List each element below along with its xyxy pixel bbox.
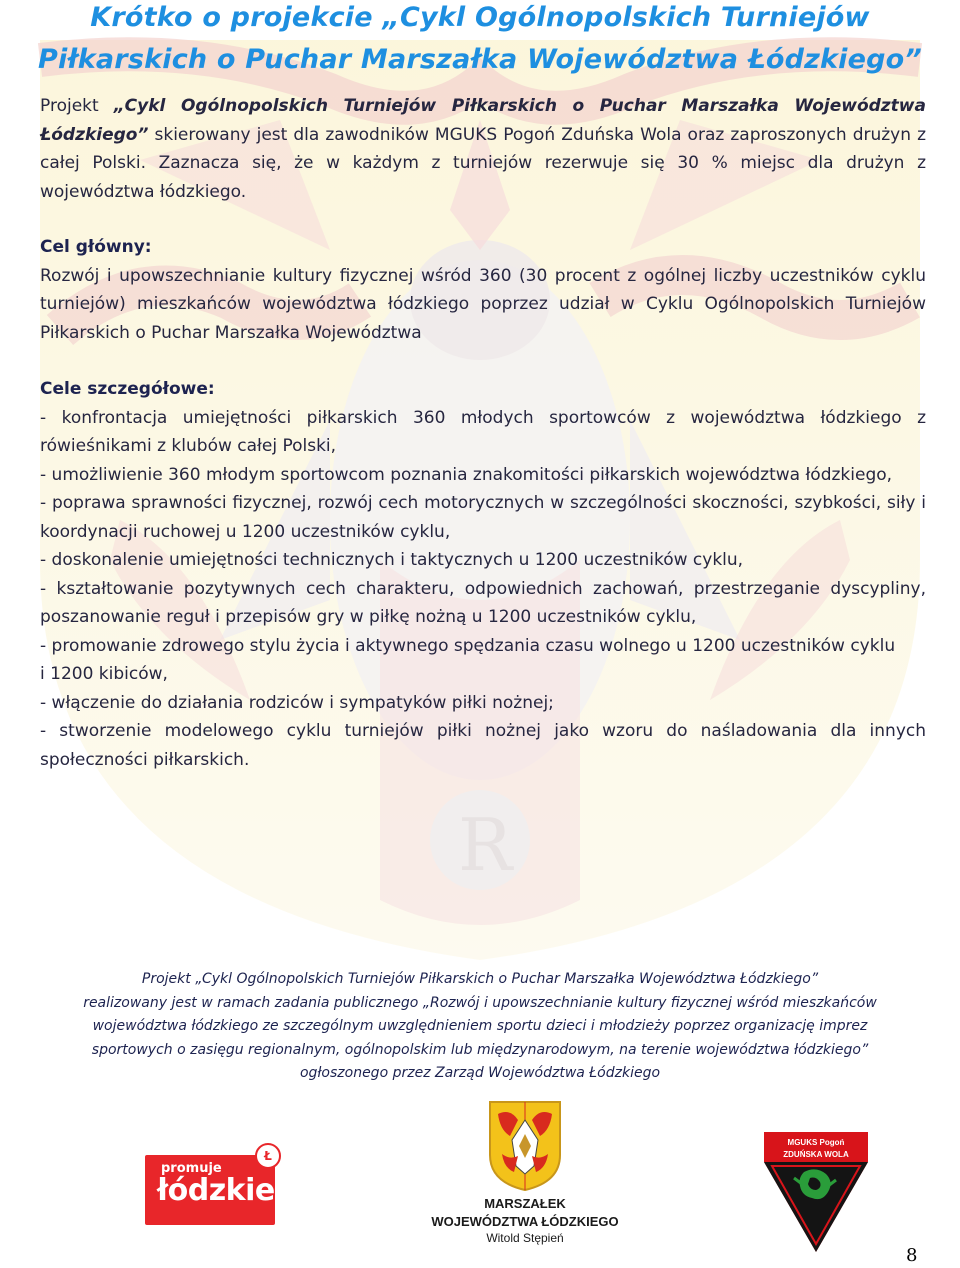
list-item: - promowanie zdrowego stylu życia i aktywnego spędzania czasu wolnego u 1200 uczestników cyklu: [40, 635, 896, 656]
svg-text:R: R: [458, 803, 513, 887]
mguks-pogon-badge: [764, 1132, 868, 1252]
list-item: - stworzenie modelowego cyklu turniejów piłki nożnej jako wzoru do naśladowania dla innych społeczności piłkarskich.: [40, 721, 926, 770]
marszalek-line-3: Witold Stępień: [486, 1231, 564, 1245]
footer-note: [30, 968, 930, 1086]
marszalek-logo: [430, 1100, 620, 1250]
marszalek-line-2: WOJEWÓDZTWA ŁÓDZKIEGO: [431, 1214, 619, 1229]
footer-line: województwa łódzkiego ze szczególnym uwzględnieniem sportu dzieci i młodzieży poprzez organizację imprez: [92, 1018, 868, 1034]
list-item: - włączenie do działania rodziców i sympatyków piłki nożnej;: [40, 692, 554, 713]
footer-line: realizowany jest w ramach zadania publicznego „Rozwój i upowszechnianie kultury fizycznej wśród mieszkańców: [83, 994, 877, 1011]
footer-line: Projekt „Cykl Ogólnopolskich Turniejów Piłkarskich o Puchar Marszałka Województwa Łódzkiego”: [141, 971, 819, 987]
footer-line: sportowych o zasięgu regionalnym, ogólnopolskim lub międzynarodowym, na terenie województwa łódzkiego”: [91, 1041, 869, 1058]
club-name-line-1: MGUKS Pogoń: [787, 1138, 845, 1147]
promuje-logo-mark: Ł: [255, 1143, 281, 1169]
marszalek-line-1: MARSZAŁEK: [484, 1196, 566, 1211]
list-item: - konfrontacja umiejętności piłkarskich 360 młodych sportowców z województwa łódzkiego z rówieśnikami z klubów całej Polski,: [40, 407, 926, 456]
club-name-line-2: ZDUŃSKA WOLA: [783, 1150, 849, 1159]
page-title-line-2: Piłkarskich o Puchar Marszałka Województwa Łódzkiego”: [37, 44, 923, 75]
list-item: i 1200 kibiców,: [40, 664, 168, 684]
specific-goals-heading: Cele szczegółowe:: [40, 379, 215, 399]
intro-rest: skierowany jest dla zawodników MGUKS Pogoń Zduńska Wola oraz zaproszonych drużyn z całej Polski. Zaznacza się, że w każdym z turniejów rezerwuje się 30 % miejsc dla drużyn z województwa łódzkiego.: [40, 124, 926, 202]
promuje-logo-big-text: łódzkie: [157, 1173, 275, 1208]
specific-goals-section: [40, 375, 926, 774]
main-goal-section: [40, 233, 926, 347]
promuje-logo-small-text: promuje: [161, 1161, 222, 1176]
intro-prefix: Projekt: [40, 96, 114, 116]
page-title-line-1: Krótko o projekcie „Cykl Ogólnopolskich Turniejów: [90, 2, 870, 33]
promuje-lodzkie-logo: [145, 1143, 280, 1225]
main-goal-heading: Cel główny:: [40, 237, 152, 257]
project-name: „Cykl Ogólnopolskich Turniejów Piłkarskich o Puchar Marszałka Województwa Łódzkiego”: [40, 96, 926, 145]
list-item: - kształtowanie pozytywnych cech charakteru, odpowiednich zachowań, przestrzeganie dyscypliny, poszanowanie reguł i przepisów gry w piłkę nożną u 1200 uczestników cyklu,: [40, 578, 926, 627]
intro-paragraph: [40, 92, 926, 206]
footer-line: ogłoszonego przez Zarząd Województwa Łódzkiego: [299, 1065, 661, 1081]
list-item: - doskonalenie umiejętności technicznych i taktycznych u 1200 uczestników cyklu,: [40, 550, 744, 570]
page-number: 8: [906, 1245, 918, 1266]
list-item: - umożliwienie 360 młodym sportowcom poznania znakomitości piłkarskich województwa łódzkiego,: [40, 464, 893, 485]
list-item: - poprawa sprawności fizycznej, rozwój cech motorycznych w szczególności skoczności, szybkości, siły i koordynacji ruchowej u 1200 uczestników cyklu,: [40, 493, 926, 542]
main-goal-text: Rozwój i upowszechnianie kultury fizycznej wśród 360 (30 procent z ogólnej liczby uczestników cyklu turniejów) mieszkańców województwa łódzkiego poprzez udział w Cyklu Ogólnopolskich Turniejów Piłkarskich o Puchar Marszałka Województwa: [40, 265, 926, 343]
voivodeship-crest-icon: [488, 1100, 562, 1192]
